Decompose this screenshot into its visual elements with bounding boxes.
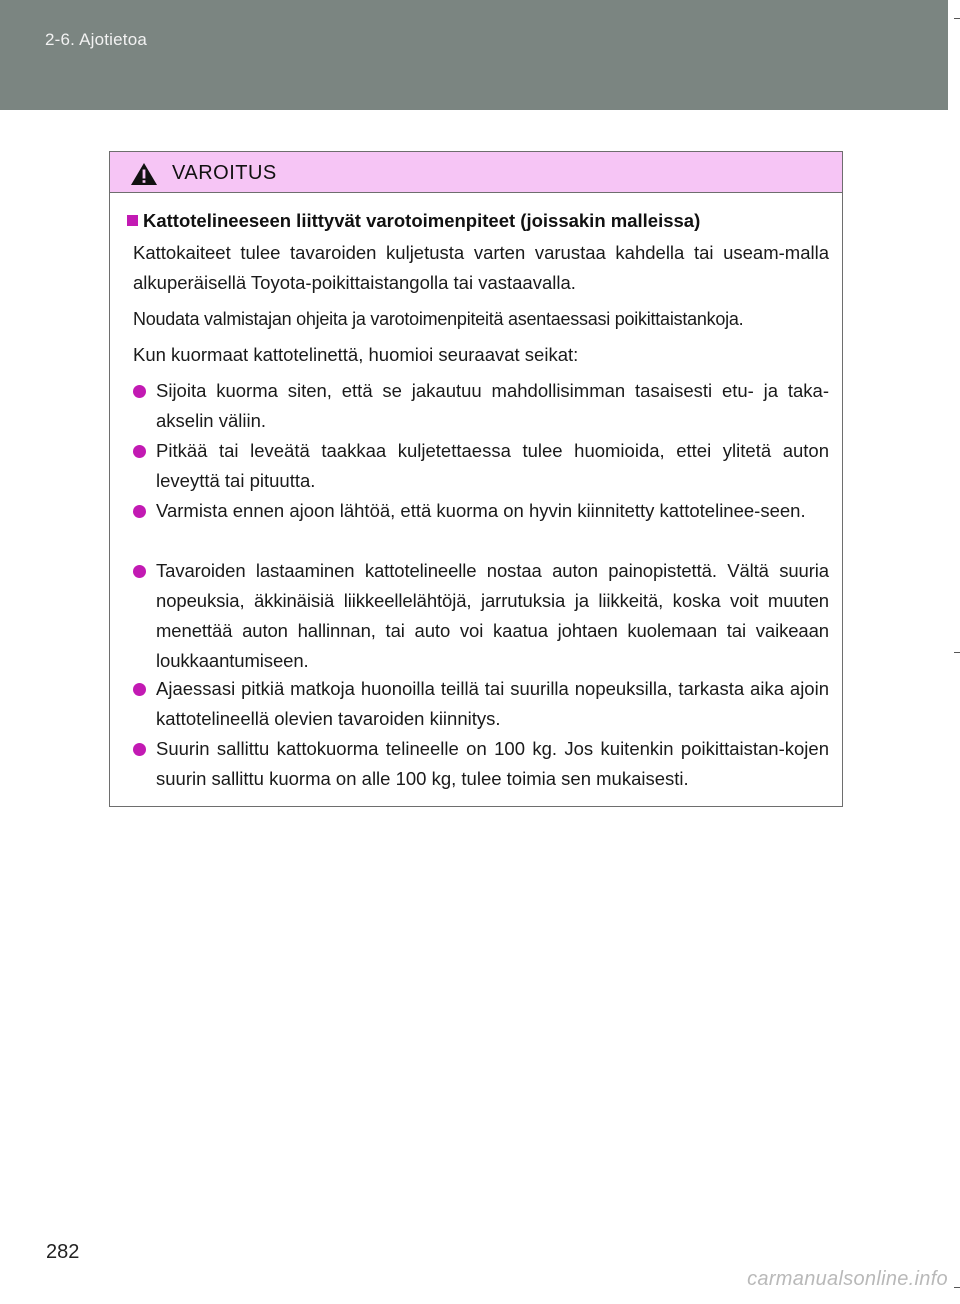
bullet-dot-icon: [133, 505, 146, 518]
bullet-dot-icon: [133, 565, 146, 578]
crop-mark: [954, 652, 960, 653]
list-item-text: Pitkää tai leveätä taakkaa kuljetettaessa tulee huomioida, ettei ylitetä auton leveyttä tai pituutta.: [156, 440, 829, 491]
square-bullet-icon: [127, 215, 138, 226]
warning-box: [109, 151, 843, 807]
list-item: [133, 674, 829, 734]
paragraph: Kun kuormaat kattotelinettä, huomioi seuraavat seikat:: [133, 344, 579, 365]
crop-mark: [954, 18, 960, 19]
list-item: [133, 436, 829, 496]
page-number: 282: [46, 1241, 80, 1263]
list-item: [133, 496, 829, 526]
paragraph: Noudata valmistajan ohjeita ja varotoimenpiteitä asentaessasi poikittaistankoja.: [133, 309, 744, 329]
warning-triangle-icon: [130, 162, 158, 186]
watermark: carmanualsonline.info: [747, 1268, 948, 1290]
paragraph: Kattokaiteet tulee tavaroiden kuljetusta varten varustaa kahdella tai useam-malla alkuperäisellä Toyota-poikittaistangolla tai vastaavalla.: [133, 242, 829, 293]
warning-header: [110, 152, 842, 193]
bullet-dot-icon: [133, 683, 146, 696]
list-item-text: Ajaessasi pitkiä matkoja huonoilla teillä tai suurilla nopeuksilla, tarkasta aika ajoin kattotelineellä olevien tavaroiden kiinnitys.: [156, 678, 829, 729]
list-item: [133, 556, 829, 676]
list-item: [133, 376, 829, 436]
crop-mark: [954, 1287, 960, 1288]
chapter-title: 2-6. Ajotietoa: [45, 30, 148, 49]
bullet-dot-icon: [133, 743, 146, 756]
bullet-dot-icon: [133, 445, 146, 458]
section-heading-text: Kattotelineeseen liittyvät varotoimenpiteet (joissakin malleissa): [143, 210, 701, 231]
section-heading: [127, 210, 700, 232]
warning-title: VAROITUS: [172, 162, 277, 184]
bullet-dot-icon: [133, 385, 146, 398]
list-item-text: Varmista ennen ajoon lähtöä, että kuorma on hyvin kiinnitetty kattotelinee-seen.: [156, 500, 806, 521]
list-item-text: Sijoita kuorma siten, että se jakautuu mahdollisimman tasaisesti etu- ja taka-akselin väliin.: [156, 380, 829, 431]
list-item-text: Tavaroiden lastaaminen kattotelineelle nostaa auton painopistettä. Vältä suuria nopeuksia, äkkinäisiä liikkeellelähtöjä, jarrutuksia ja liikkeitä, koska voit muuten menettää auton hallinnan, tai auto voi kaatua johtaen kuolemaan tai vaikeaan loukkaantumiseen.: [156, 560, 829, 671]
list-item: [133, 734, 829, 794]
list-item-text: Suurin sallittu kattokuorma telineelle on 100 kg. Jos kuitenkin poikittaistan-kojen suurin sallittu kuorma on alle 100 kg, tulee toimia sen mukaisesti.: [156, 738, 829, 789]
chapter-header-band: [0, 0, 948, 110]
